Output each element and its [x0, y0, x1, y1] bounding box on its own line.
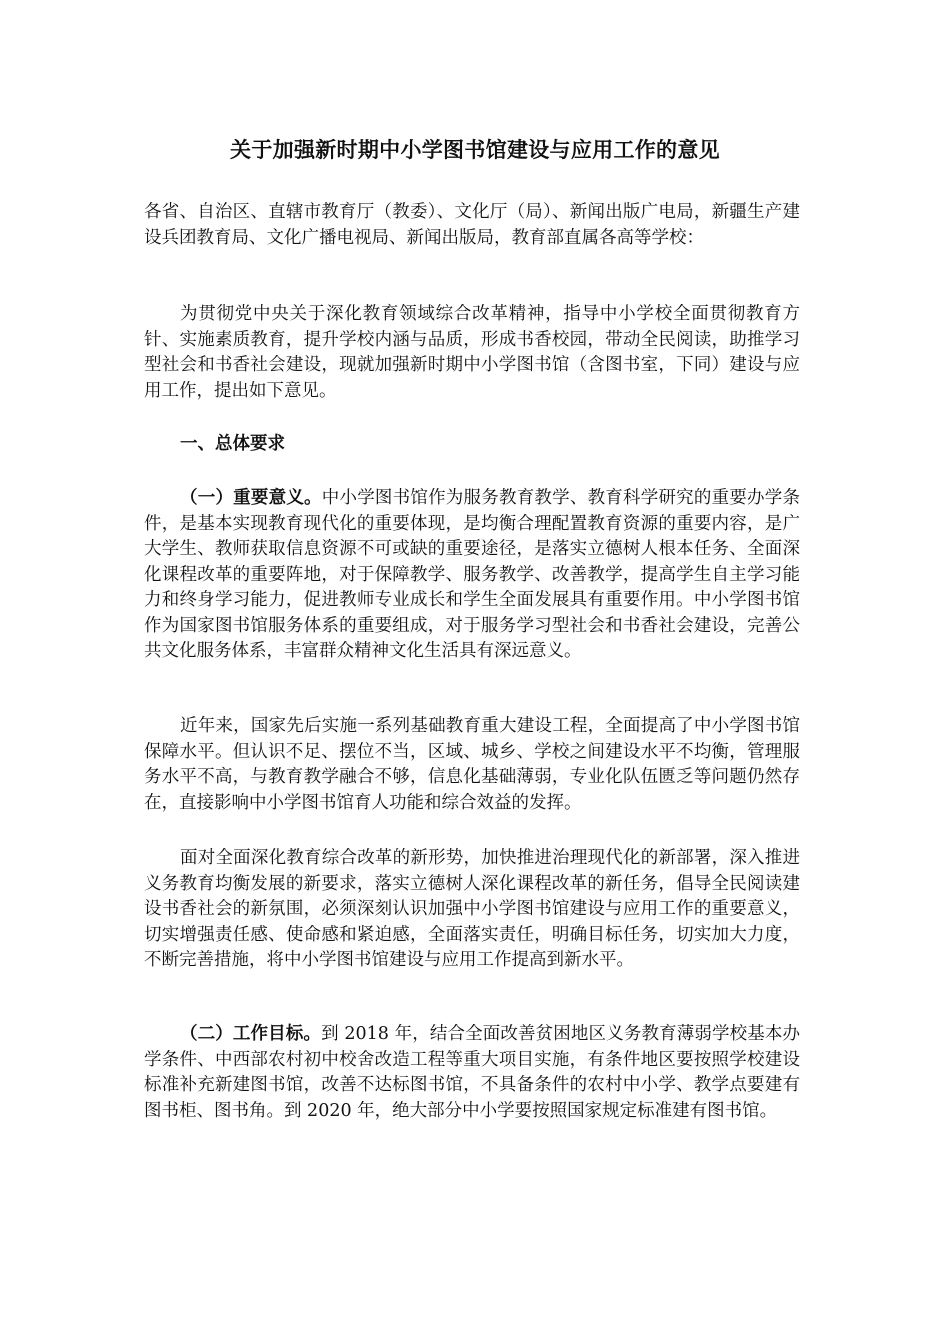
- paragraph-new-situation: 面对全面深化教育综合改革的新形势，加快推进治理现代化的新部署，深入推进义务教育均衡发展的新要求，落实立德树人深化课程改革的新任务，倡导全民阅读建设书香社会的新氛围，必须深刻认识加强中小学图书馆建设与应用工作的重要意义，切实增强责任感、使命感和紧迫感，全面落实责任，明确目标任务，切实加大力度，不断完善措施，将中小学图书馆建设与应用工作提高到新水平。: [144, 848, 800, 970]
- paragraph-body: 中小学图书馆作为服务教育教学、教育科学研究的重要办学条件，是基本实现教育现代化的重要体现，是均衡合理配置教育资源的重要内容，是广大学生、教师获取信息资源不可或缺的重要途径，是落实立德树人根本任务、全面深化课程改革的重要阵地，对于保障教学、服务教学、改善教学，提高学生自主学习能力和终身学习能力，促进教师专业成长和学生全面发展具有重要作用。中小学图书馆作为国家图书馆服务体系的重要组成，对于服务学习型社会和书香社会建设，完善公共文化服务体系，丰富群众精神文化生活具有深远意义。: [144, 488, 800, 661]
- paragraph-lead: （二）工作目标。: [180, 1024, 322, 1044]
- intro-paragraph: 为贯彻党中央关于深化教育领域综合改革精神，指导中小学校全面贯彻教育方针、实施素质教育，提升学校内涵与品质，形成书香校园，带动全民阅读，助推学习型社会和书香社会建设，现就加强新时期中小学图书馆（含图书室，下同）建设与应用工作，提出如下意见。: [144, 304, 800, 401]
- paragraph-importance: [144, 486, 800, 665]
- paragraph-body: 到 2018 年，结合全面改善贫困地区义务教育薄弱学校基本办学条件、中西部农村初中校舍改造工程等重大项目实施，有条件地区要按照学校建设标准补充新建图书馆，改善不达标图书馆，不具备条件的农村中小学、教学点要建有图书柜、图书角。到 2020 年，绝大部分中小学要按照国家规定标准建有图书馆。: [144, 1024, 801, 1121]
- addressee-paragraph: 各省、自治区、直辖市教育厅（教委）、文化厅（局）、新闻出版广电局，新疆生产建设兵团教育局、文化广播电视局、新闻出版局，教育部直属各高等学校：: [144, 202, 800, 248]
- paragraph-lead: （一）重要意义。: [180, 488, 322, 508]
- document-title: 关于加强新时期中小学图书馆建设与应用工作的意见: [230, 137, 720, 162]
- paragraph-goals: [144, 1022, 800, 1124]
- paragraph-recent-years: 近年来，国家先后实施一系列基础教育重大建设工程，全面提高了中小学图书馆保障水平。但认识不足、摆位不当，区域、城乡、学校之间建设水平不均衡，管理服务水平不高，与教育教学融合不够，信息化基础薄弱，专业化队伍匮乏等问题仍然存在，直接影响中小学图书馆育人功能和综合效益的发挥。: [144, 716, 800, 813]
- section-heading: 一、总体要求: [180, 434, 285, 454]
